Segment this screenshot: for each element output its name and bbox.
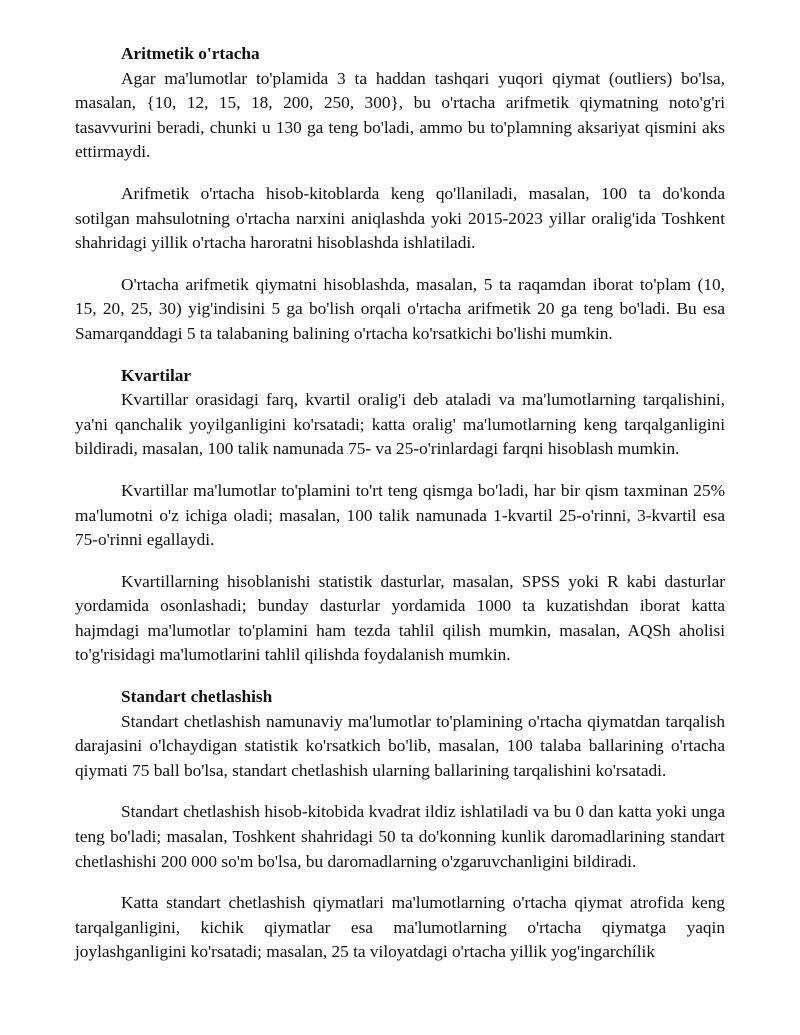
paragraph: O'rtacha arifmetik qiymatni hisoblashda, masalan, 5 ta raqamdan iborat to'plam (10, 15, 20, 25, 30) yig'indisini 5 ga bo'lish orqali o'rtacha arifmetik 20 ga teng bo'ladi. Bu esa Samarqanddagi 5 ta talabaning balining o'rtacha ko'rsatkichi bo'lishi mumkin. — [75, 274, 725, 343]
paragraph: Arifmetik o'rtacha hisob-kitoblarda keng qo'llaniladi, masalan, 100 ta do'konda sotilgan mahsulotning o'rtacha narxini aniqlashda yoki 2015-2023 yillar oralig'ida Toshkent shahridagi yillik o'rtacha haroratni hisoblashda ishlatiladi. — [75, 183, 725, 253]
section-heading: Standart chetlashish — [121, 687, 273, 707]
paragraph: Kvartillarning hisoblanishi statistik dasturlar, masalan, SPSS yoki R kabi dasturlar yordamida osonlashadi; bunday dasturlar yordamida 1000 ta kuzatishdan iborat katta hajmdagi ma'lumotlar to'plamini ham tezda tahlil qilish mumkin, masalan, AQSh aholisi to'g'risidagi ma'lumotlarini tahlil qilishda foydalanish mumkin. — [75, 571, 725, 665]
paragraph: Katta standart chetlashish qiymatlari ma'lumotlarning o'rtacha qiymat atrofida keng tarqalganligini, kichik qiymatlar esa ma'lumotlarning o'rtacha qiymatga yaqin joylashganligini ko'rsatadi; masalan, 25 ta viloyatdagi o'rtacha yillik yog'ingarchílik — [75, 893, 725, 962]
paragraph: Kvartillar orasidagi farq, kvartil oralig'i deb ataladi va ma'lumotlarning tarqalishini, ya'ni qanchalik yoyilganligini ko'rsatadi; katta oralig' ma'lumotlarning keng tarqalganligini bildiradi, masalan, 100 talik namunada 75- va 25-o'rinlardagi farqni hisoblash mumkin. — [75, 390, 725, 459]
section-heading: Kvartilar — [121, 365, 192, 385]
section-heading: Aritmetik o'rtacha — [121, 44, 260, 63]
section-standard-deviation — [75, 685, 725, 965]
section-arithmetic-mean — [75, 42, 725, 347]
paragraph: Agar ma'lumotlar to'plamida 3 ta haddan tashqari yuqori qiymat (outliers) bo'lsa, masalan, {10, 12, 15, 18, 200, 250, 300}, bu o'rtacha arifmetik qiymatning noto'g'ri tasavvurini beradi, chunki u 130 ga teng bo'ladi, ammo bu to'plamning aksariyat qismini aks ettirmaydi. — [75, 68, 725, 162]
paragraph: Standart chetlashish hisob-kitobida kvadrat ildiz ishlatiladi va bu 0 dan katta yoki unga teng bo'ladi; masalan, Toshkent shahridagi 50 ta do'konning kunlik daromadlarining standart chetlashishi 200 000 so'm bo'lsa, bu daromadlarning o'zgaruvchanligini bildiradi. — [75, 802, 725, 871]
section-quartiles — [75, 364, 725, 669]
paragraph: Kvartillar ma'lumotlar to'plamini to'rt teng qismga bo'ladi, har bir qism taxminan 25% ma'lumotni o'z ichiga oladi; masalan, 100 talik namunada 1-kvartil 25-o'rinni, 3-kvartil esa 75-o'rinni egallaydi. — [75, 480, 725, 550]
document-page — [75, 42, 725, 965]
paragraph: Standart chetlashish namunaviy ma'lumotlar to'plamining o'rtacha qiymatdan tarqalish darajasini o'lchaydigan statistik ko'rsatkich bo'lib, masalan, 100 talaba ballarining o'rtacha qiymati 75 ball bo'lsa, standart chetlashish ularning ballarining tarqalishini ko'rsatadi. — [75, 711, 725, 780]
